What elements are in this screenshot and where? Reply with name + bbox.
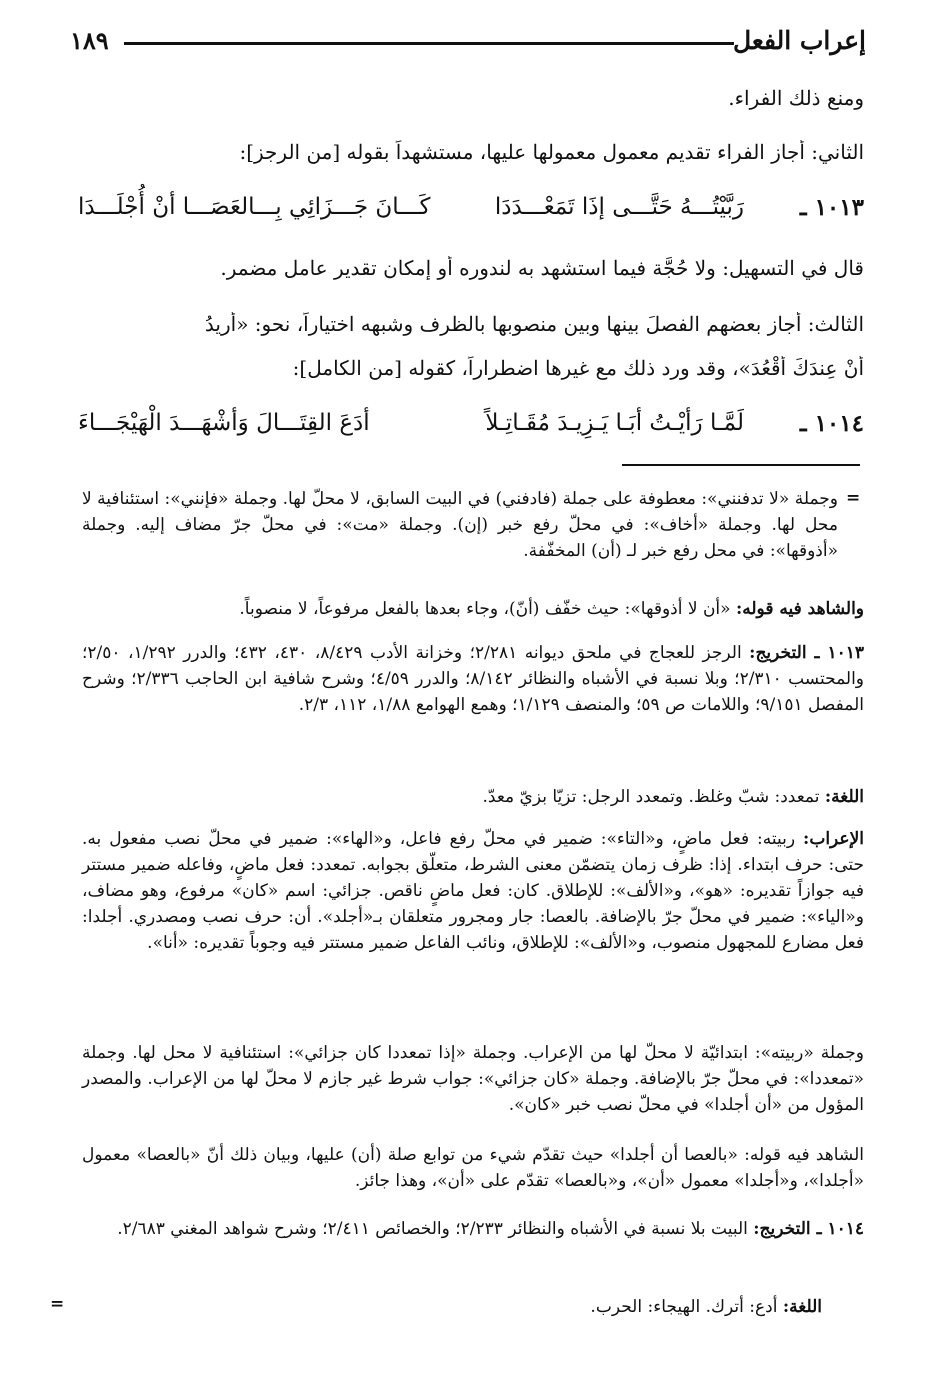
footnote-label: ١٠١٤ ـ التخريج: (753, 1219, 864, 1239)
footnote-lugha-1013 (82, 784, 864, 810)
header-rule (124, 42, 734, 45)
footnote-lugha-1014 (82, 1294, 822, 1320)
continuation-mark-bottom: = (50, 1294, 65, 1314)
verse-number: ١٠١٣ ـ (799, 194, 864, 221)
verse-hemistich-second: أدَعَ القِتَـــالَ وَأشْهَـــدَ الْهَيْجَـــاءَ (78, 410, 370, 436)
footnote-takhrij-1014 (82, 1216, 864, 1242)
footnote-label: والشاهد فيه قوله: (735, 599, 864, 619)
verse-hemistich-second: كَـــانَ جَـــزَائِي بِـــالعَصَـــا أنْ أُجْلَـــدَا (78, 194, 431, 220)
footnote-text: ربيته: فعل ماضٍ، و«التاء»: ضمير في محلّ رفع فاعل، و«الهاء»: ضمير في محلّ نصب مفعول به. حتى: حرف ابتداء. إذا: ظرف زمان يتضمّن معنى الشرط، متعلّق بجوابه. تمعدد: فعل ماضٍ، وفاعله ضمير مستتر فيه جوازاً تقديره: «هو»، و«الألف»: للإطلاق. كان: فعل ماضٍ ناقص. جزائي: اسم «كان» مرفوع، وهو مضاف، و«الياء»: ضمير في محلّ جرّ بالإضافة. بالعصا: جار ومجرور متعلقان بـ«أجلد». أن: حرف نصب ومصدري. أجلدا: فعل مضارع للمجهول منصوب، و«الألف»: للإطلاق، ونائب الفاعل ضمير مستتر فيه وجوباً تقديره: «أنا». (82, 829, 864, 953)
footnote-label: ١٠١٣ ـ التخريج: (749, 643, 865, 663)
footnote-text: البيت بلا نسبة في الأشباه والنظائر ٢/٢٣٣؛ والخصائص ٢/٤١١؛ وشرح شواهد المغني ٢/٦٨٣. (117, 1219, 748, 1239)
footnote-text: «أن لا أذوقها»: حيث خفّف (أنّ)، وجاء بعدها بالفعل مرفوعاً، لا منصوباً. (239, 599, 731, 619)
footnote-jumal-1013: وجملة «ربيته»: ابتدائيّة لا محلّ لها من الإعراب. وجملة «إذا تمعددا كان جزائي»: استئنافية لا محل لها. وجملة «تمعددا»: في محلّ جرّ بالإضافة. وجملة «كان جزائي»: جواب شرط غير جازم لا محلّ لها من الإعراب. والمصدر المؤول من «أن أجلدا» في محلّ نصب خبر «كان». (82, 1043, 864, 1115)
footnote-jumal-previous: وجملة «لا تدفنني»: معطوفة على جملة (فادفني) في البيت السابق، لا محلّ لها. وجملة «فإنني»: استئنافية لا محل لها. وجملة «أخاف»: في محلّ رفع خبر (إن). وجملة «مت»: في محلّ جرّ مضاف إليه. وجملة «أذوقها»: في محل رفع خبر لـ (أن) المخفّفة. (82, 489, 838, 561)
paragraph-farra: ومنع ذلك الفراء. (728, 86, 864, 110)
chapter-title: إعراب الفعل (732, 26, 866, 55)
continuation-mark-top: = (846, 488, 861, 508)
verse-hemistich-first: لَمَّـا رَأيْـتُ أبَـا يَـزِيـدَ مُقَـاتِـلاً (485, 410, 744, 436)
verse-number: ١٠١٤ ـ (799, 410, 864, 437)
footnote-label: اللغة: (782, 1297, 822, 1317)
paragraph-second-opinion: الثاني: أجاز الفراء تقديم معمول معمولها عليها، مستشهداً بقوله [من الرجز]: (239, 140, 864, 164)
footnote-label: الإعراب: (803, 829, 864, 849)
footnote-text: الرجز للعجاج في ملحق ديوانه ٢/٢٨١؛ وخزانة الأدب ٨/٤٢٩، ٤٣٠، ٤٣٢؛ والدرر ١/٢٩٢، ٢/٥٠؛ والمحتسب ٢/٣١٠؛ وبلا نسبة في الأشباه والنظائر ٨/١٤٢؛ والدرر ٤/٥٩؛ وشرح شافية ابن الحاجب ٢/٣٣٦؛ وشرح المفصل ٩/١٥١؛ واللامات ص ٥٩؛ والمنصف ١/١٢٩؛ وهمع الهوامع ١/٨٨، ١١٢، ٢/٣. (82, 643, 865, 715)
page-header (70, 26, 866, 66)
footnote-label: اللغة: (824, 787, 864, 807)
footnote-shahid-1013: الشاهد فيه قوله: «بالعصا أن أجلدا» حيث تقدّم شيء من توابع صلة (أن) عليها، وبيان ذلك أنّ «بالعصا» معمول «أجلدا»، و«أجلدا» معمول «أن»، و«بالعصا» تقدّم على «أن»، وهذا جائز. (82, 1145, 864, 1191)
footnote-irab-1013 (82, 826, 864, 956)
paragraph-tashil: قال في التسهيل: ولا حُجَّة فيما استشهد به لندوره أو إمكان تقدير عامل مضمر. (220, 256, 864, 280)
verse-hemistich-first: رَبَّيْتُـــهُ حَتَّـــى إذَا تَمَعْـــدَدَا (494, 194, 744, 220)
page-number: ١٨٩ (70, 26, 109, 55)
footnote-takhrij-1013 (82, 640, 864, 718)
footnote-shahid-previous (82, 596, 864, 622)
footnote-separator (622, 464, 860, 466)
footnote-text: أدع: أترك. الهيجاء: الحرب. (590, 1297, 778, 1317)
paragraph-third-opinion-line1: الثالث: أجاز بعضهم الفصلَ بينها وبين منصوبها بالظرف وشبهه اختياراً، نحو: «أريدُ (204, 312, 864, 336)
footnote-text: تمعدد: شبّ وغلظ. وتمعدد الرجل: تزيّا بزيّ معدّ. (482, 787, 820, 807)
paragraph-third-opinion-line2: أنْ عِندَكَ أقْعُدَ»، وقد ورد ذلك مع غيرها اضطراراً، كقوله [من الكامل]: (292, 356, 864, 380)
